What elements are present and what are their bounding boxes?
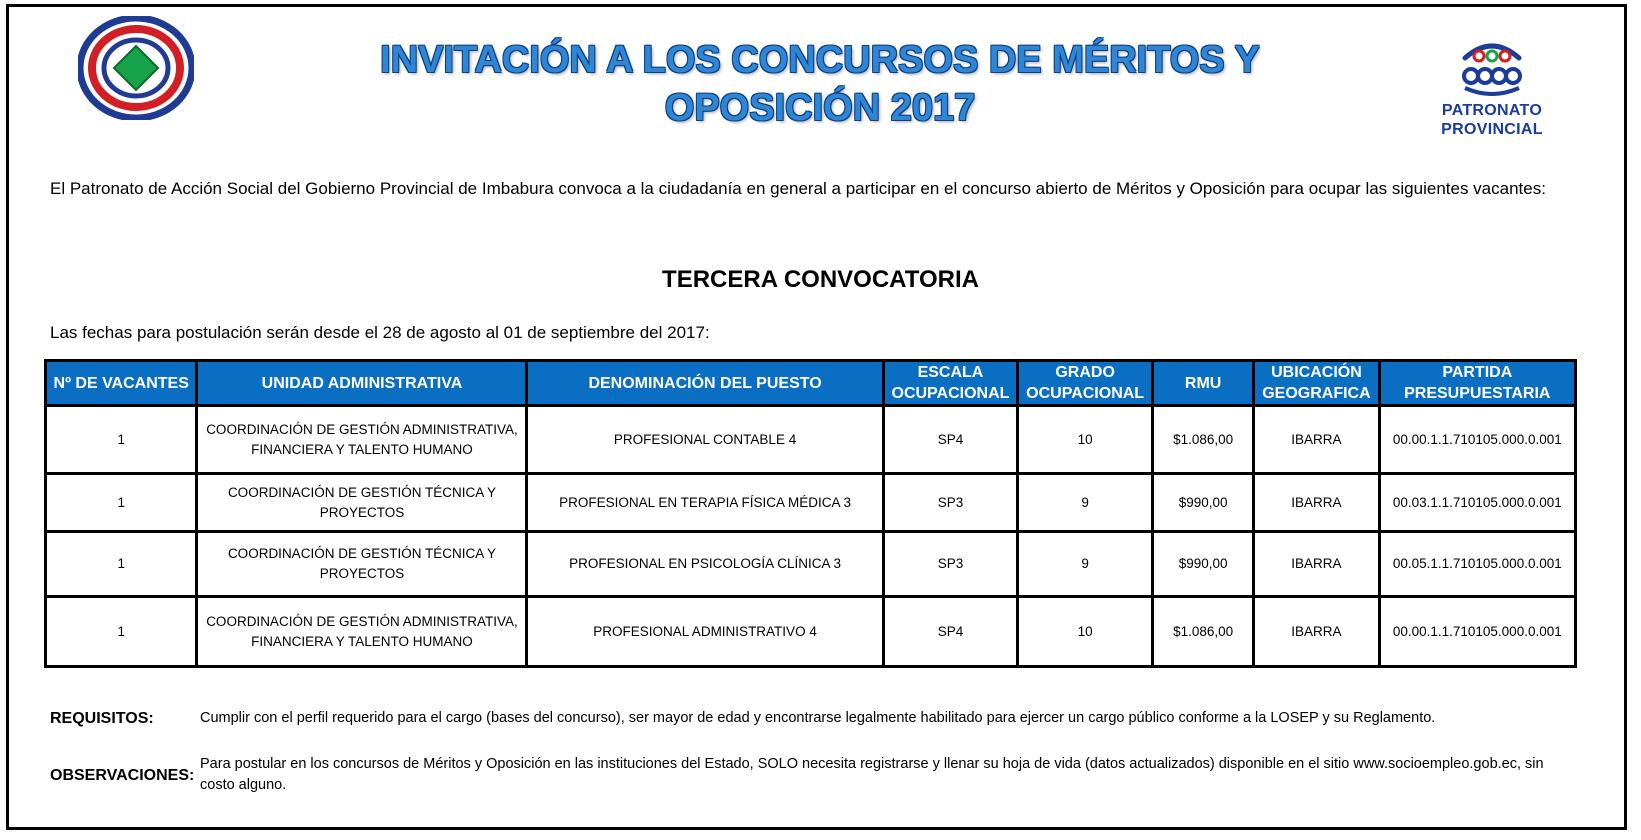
cell-rmu: $990,00 [1152, 474, 1253, 532]
cell-partida: 00.00.1.1.710105.000.0.001 [1379, 406, 1575, 474]
cell-ubicacion: IBARRA [1254, 597, 1379, 667]
cell-escala: SP4 [883, 597, 1018, 667]
column-header-denominacion: DENOMINACIÓN DEL PUESTO [527, 361, 883, 406]
requisitos-label: REQUISITOS: [50, 710, 154, 727]
cell-escala: SP3 [883, 474, 1018, 532]
dates-text: Las fechas para postulación serán desde el 28 de agosto al 01 de septiembre del 2017: [50, 323, 710, 342]
column-header-ubicacion: UBICACIÓN GEOGRAFICA [1254, 361, 1379, 406]
table-header-row [46, 361, 1576, 406]
table-row [46, 532, 1576, 597]
title-line-1: INVITACIÓN A LOS CONCURSOS DE MÉRITOS Y [380, 39, 1260, 81]
column-header-partida: PARTIDA PRESUPUESTARIA [1379, 361, 1575, 406]
page-title [250, 36, 1390, 132]
table-row [46, 597, 1576, 667]
cell-unidad: COORDINACIÓN DE GESTIÓN ADMINISTRATIVA, FINANCIERA Y TALENTO HUMANO [197, 406, 527, 474]
observaciones-text: Para postular en los concursos de Méritos y Oposición en las instituciones del Estado, SOLO necesita registrarse y llenar su hoja de vida (datos actualizados) disponible en el sitio www.socioempleo.gob.ec, sin costo alguno. [200, 756, 1544, 793]
cell-vacantes: 1 [46, 532, 197, 597]
column-header-unidad: UNIDAD ADMINISTRATIVA [197, 361, 527, 406]
cell-partida: 00.00.1.1.710105.000.0.001 [1379, 597, 1575, 667]
column-header-escala: ESCALA OCUPACIONAL [883, 361, 1018, 406]
cell-denominacion: PROFESIONAL EN PSICOLOGÍA CLÍNICA 3 [527, 532, 883, 597]
cell-vacantes: 1 [46, 597, 197, 667]
cell-escala: SP4 [883, 406, 1018, 474]
cell-grado: 9 [1018, 474, 1153, 532]
cell-denominacion: PROFESIONAL CONTABLE 4 [527, 406, 883, 474]
column-header-vacantes: Nº DE VACANTES [46, 361, 197, 406]
cell-unidad: COORDINACIÓN DE GESTIÓN TÉCNICA Y PROYECTOS [197, 474, 527, 532]
cell-vacantes: 1 [46, 474, 197, 532]
family-icon [1457, 36, 1527, 96]
cell-grado: 10 [1018, 597, 1153, 667]
vacantes-table [44, 359, 1577, 668]
cell-rmu: $990,00 [1152, 532, 1253, 597]
cell-denominacion: PROFESIONAL ADMINISTRATIVO 4 [527, 597, 883, 667]
cell-rmu: $1.086,00 [1152, 406, 1253, 474]
cell-escala: SP3 [883, 532, 1018, 597]
cell-ubicacion: IBARRA [1254, 474, 1379, 532]
gobierno-provincial-logo [78, 16, 194, 125]
title-line-2: OPOSICIÓN 2017 [664, 87, 976, 129]
cell-rmu: $1.086,00 [1152, 597, 1253, 667]
cell-denominacion: PROFESIONAL EN TERAPIA FÍSICA MÉDICA 3 [527, 474, 883, 532]
cell-ubicacion: IBARRA [1254, 532, 1379, 597]
logo-text-line-1: PATRONATO [1441, 102, 1543, 119]
logo-text-line-2: PROVINCIAL [1441, 121, 1543, 138]
cell-unidad: COORDINACIÓN DE GESTIÓN TÉCNICA Y PROYECTOS [197, 532, 527, 597]
cell-unidad: COORDINACIÓN DE GESTIÓN ADMINISTRATIVA, FINANCIERA Y TALENTO HUMANO [197, 597, 527, 667]
cell-grado: 10 [1018, 406, 1153, 474]
cell-vacantes: 1 [46, 406, 197, 474]
table-row [46, 474, 1576, 532]
intro-paragraph: El Patronato de Acción Social del Gobierno Provincial de Imbabura convoca a la ciudadanía en general a participar en el concurso abierto de Méritos y Oposición para ocupar las siguientes vacantes: [50, 179, 1546, 198]
table-row [46, 406, 1576, 474]
requisitos-text: Cumplir con el perfil requerido para el cargo (bases del concurso), ser mayor de edad y encontrarse legalmente habilitado para ejercer un cargo público conforme a la LOSEP y su Reglamento. [200, 710, 1436, 726]
cell-partida: 00.05.1.1.710105.000.0.001 [1379, 532, 1575, 597]
column-header-rmu: RMU [1152, 361, 1253, 406]
cell-grado: 9 [1018, 532, 1153, 597]
observaciones-label: OBSERVACIONES: [50, 767, 195, 784]
patronato-provincial-logo [1432, 36, 1552, 139]
convocatoria-heading: TERCERA CONVOCATORIA [662, 266, 979, 293]
cell-partida: 00.03.1.1.710105.000.0.001 [1379, 474, 1575, 532]
column-header-grado: GRADO OCUPACIONAL [1018, 361, 1153, 406]
cell-ubicacion: IBARRA [1254, 406, 1379, 474]
provincial-emblem-icon [78, 16, 194, 120]
